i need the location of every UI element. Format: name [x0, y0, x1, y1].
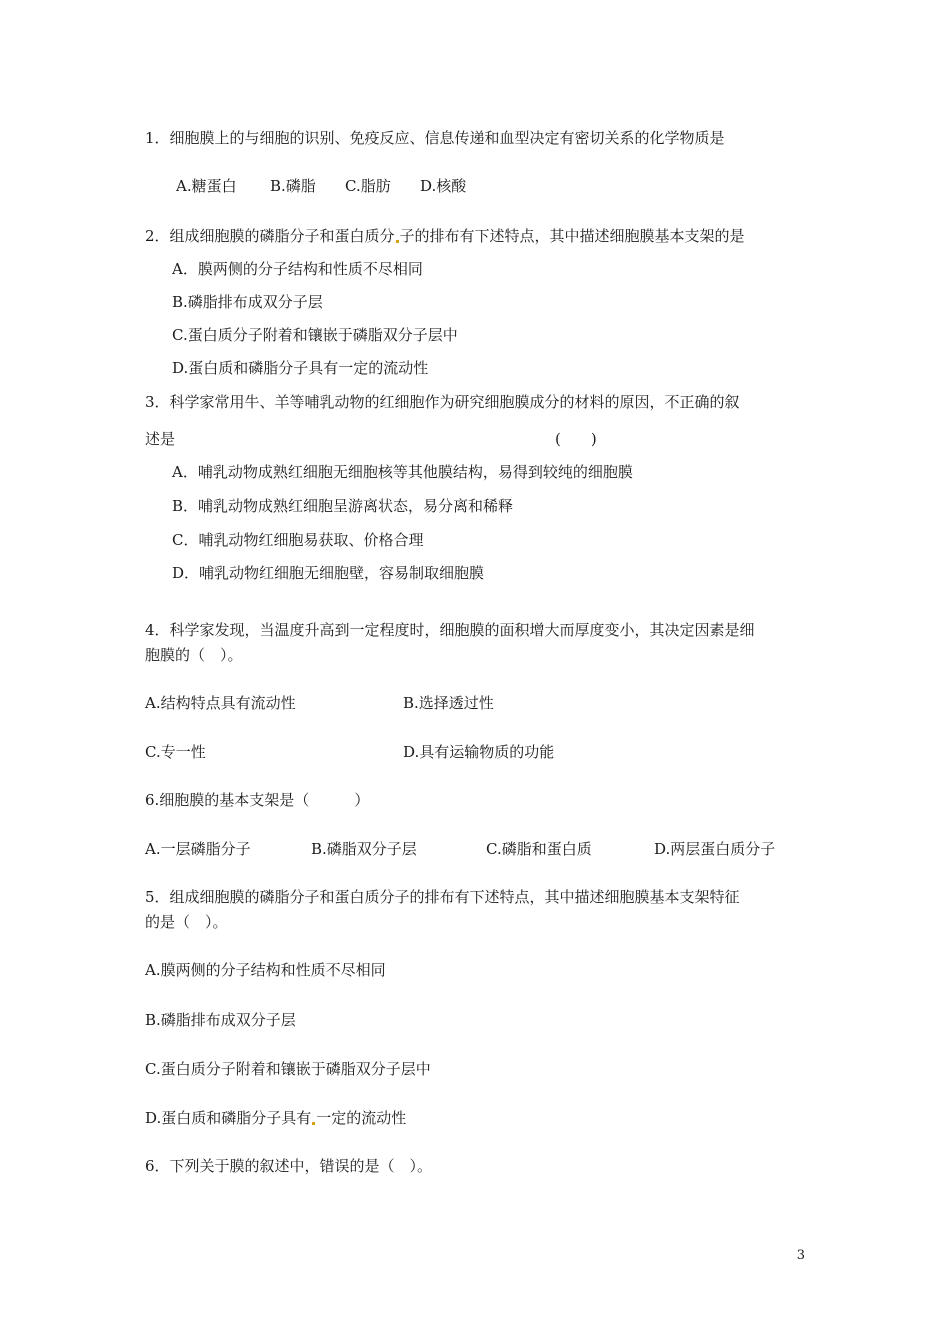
q1-option-a: A.糖蛋白: [176, 177, 237, 195]
q4-stem-line1: 4．科学家发现，当温度升高到一定程度时，细胞膜的面积增大而厚度变小，其决定因素是细: [145, 621, 755, 639]
q6a-option-b: B.磷脂双分子层: [311, 840, 417, 858]
q2-option-c: C.蛋白质分子附着和镶嵌于磷脂双分子层中: [172, 326, 458, 344]
mark-dot: [312, 1122, 315, 1125]
q6a-option-a: A.一层磷脂分子: [145, 840, 251, 858]
mark-dot: [396, 240, 399, 243]
q6a-option-d: D.两层蛋白质分子: [654, 840, 776, 858]
q5-option-d: [145, 1108, 406, 1128]
q4-stem-line2: 胞膜的（ ）。: [145, 646, 243, 664]
q1-stem: 1．细胞膜上的与细胞的识别、免疫反应、信息传递和血型决定有密切关系的化学物质是: [145, 129, 725, 147]
q2-stem-part2: 子的排布有下述特点，其中描述细胞膜基本支架的是: [399, 227, 745, 245]
q3-option-b: B．哺乳动物成熟红细胞呈游离状态，易分离和稀释: [172, 497, 514, 515]
q6a-option-c: C.磷脂和蛋白质: [486, 840, 592, 858]
q2-stem: [145, 226, 745, 246]
q3-stem-line1: 3．科学家常用牛、羊等哺乳动物的红细胞作为研究细胞膜成分的材料的原因，不正确的叙: [145, 393, 740, 411]
q3-option-c: C．哺乳动物红细胞易获取、价格合理: [172, 531, 424, 549]
q5-option-d-part2: 一定的流动性: [316, 1109, 407, 1127]
q3-answer-blank: ( ): [555, 430, 597, 448]
q2-stem-part1: 2．组成细胞膜的磷脂分子和蛋白质分: [145, 227, 395, 245]
q6a-stem: 6.细胞膜的基本支架是（ ）: [145, 791, 370, 809]
q1-option-d: D.核酸: [420, 177, 467, 195]
q3-option-d: D．哺乳动物红细胞无细胞壁，容易制取细胞膜: [172, 564, 485, 582]
q1-option-c: C.脂肪: [345, 177, 391, 195]
q4-option-c: C.专一性: [145, 743, 206, 761]
q4-option-d: D.具有运输物质的功能: [403, 743, 555, 761]
q2-option-d: D.蛋白质和磷脂分子具有一定的流动性: [172, 359, 429, 377]
q4-option-a: A.结构特点具有流动性: [145, 694, 296, 712]
page-number: 3: [796, 1248, 805, 1263]
q6b-stem: 6．下列关于膜的叙述中，错误的是（ ）。: [145, 1157, 433, 1175]
q1-option-b: B.磷脂: [270, 177, 316, 195]
q5-option-b: B.磷脂排布成双分子层: [145, 1011, 296, 1029]
q5-option-c: C.蛋白质分子附着和镶嵌于磷脂双分子层中: [145, 1060, 431, 1078]
q2-option-a: A．膜两侧的分子结构和性质不尽相同: [172, 260, 423, 278]
q2-option-b: B.磷脂排布成双分子层: [172, 293, 323, 311]
q3-stem-line2: 述是: [145, 430, 176, 448]
q4-option-b: B.选择透过性: [403, 694, 494, 712]
q5-stem-line1: 5．组成细胞膜的磷脂分子和蛋白质分子的排布有下述特点，其中描述细胞膜基本支架特征: [145, 888, 740, 906]
q5-option-d-part1: D.蛋白质和磷脂分子具有: [145, 1109, 312, 1127]
q5-stem-line2: 的是（ ）。: [145, 913, 228, 931]
q3-option-a: A．哺乳动物成熟红细胞无细胞核等其他膜结构，易得到较纯的细胞膜: [172, 463, 633, 481]
q5-option-a: A.膜两侧的分子结构和性质不尽相同: [145, 961, 386, 979]
